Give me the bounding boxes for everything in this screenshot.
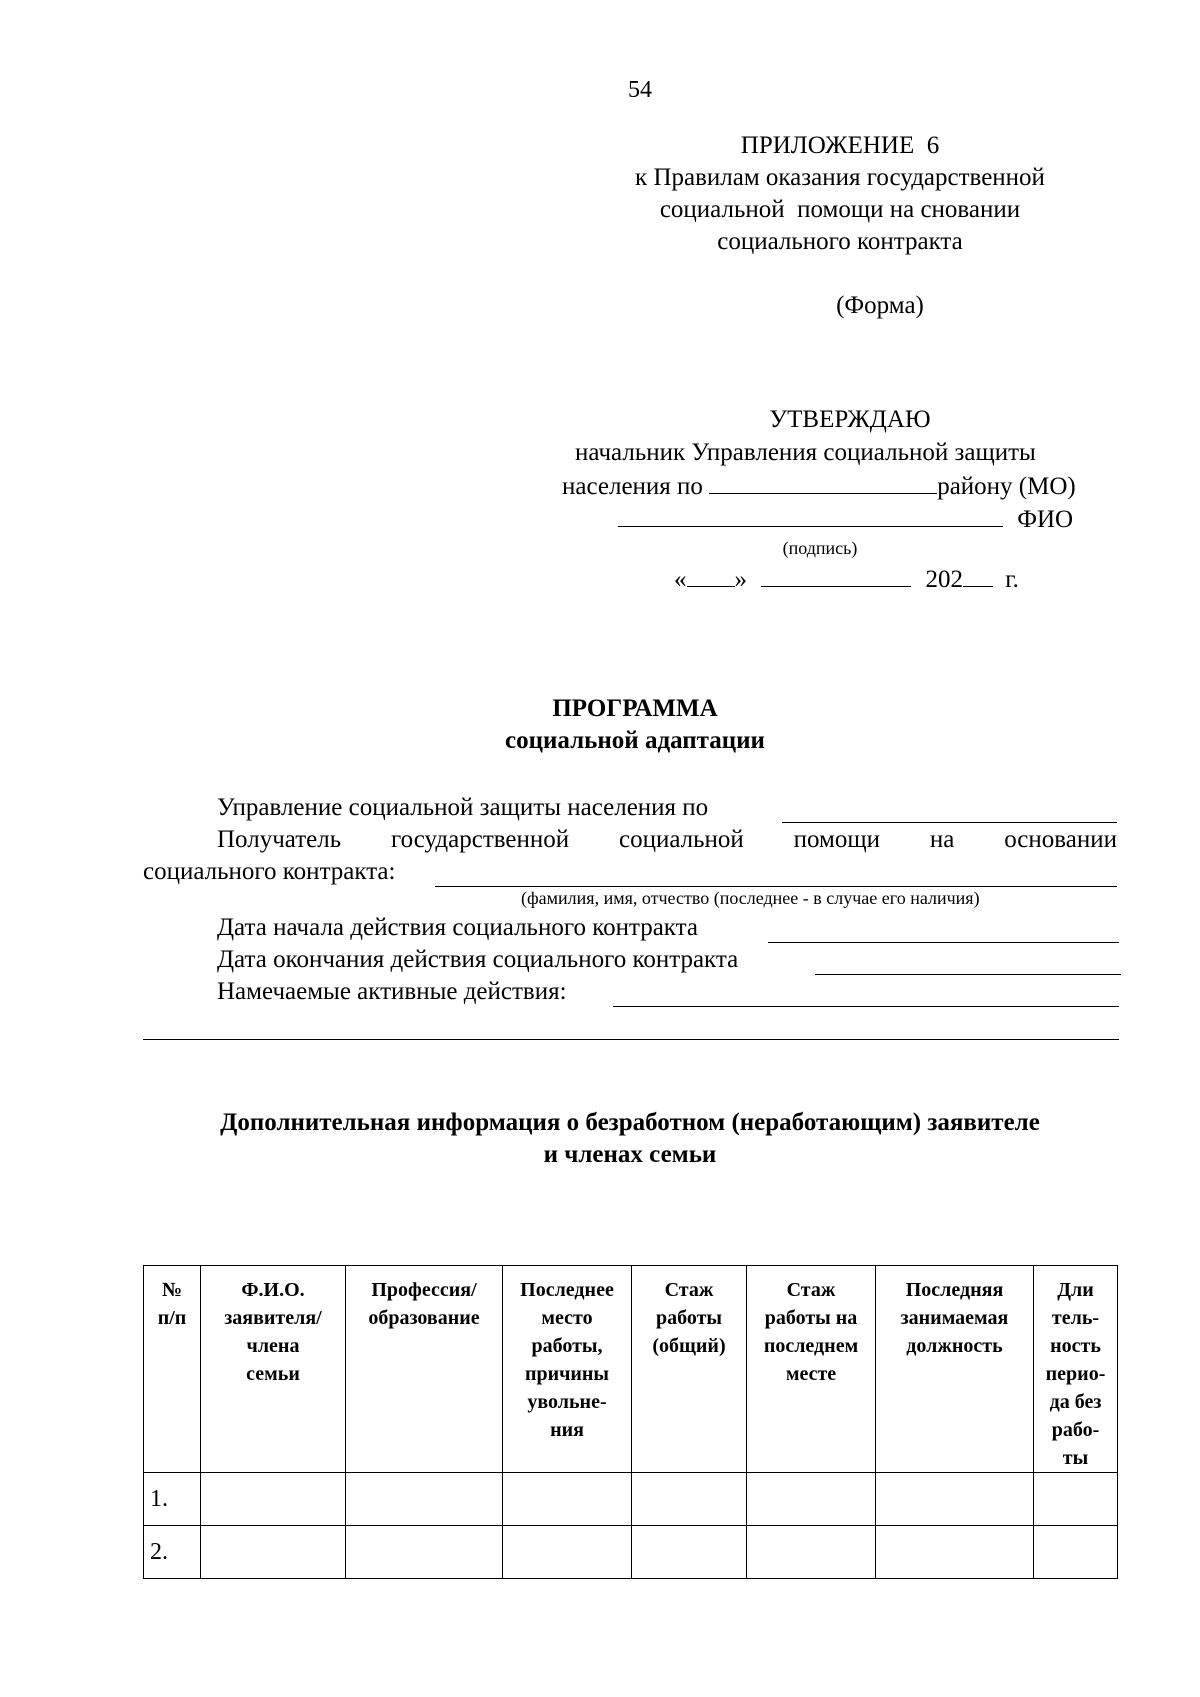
start-date-label: Дата начала действия социального контракта xyxy=(217,914,698,941)
additional-info-title-line-1: Дополнительная информация о безработном (неработающим) заявителе xyxy=(220,1109,1040,1136)
signature-blank[interactable] xyxy=(618,502,1003,527)
date-open-quote: « xyxy=(674,566,687,593)
table-cell[interactable] xyxy=(346,1473,503,1526)
table-cell[interactable] xyxy=(632,1526,747,1579)
appendix-title: ПРИЛОЖЕНИЕ 6 xyxy=(740,132,940,159)
signature-caption: (подпись) xyxy=(782,538,858,558)
table-cell[interactable] xyxy=(503,1526,632,1579)
district-blank[interactable] xyxy=(709,469,937,494)
column-header-last-position: Последняя занимаемая должность xyxy=(876,1266,1034,1473)
planned-actions-label: Намечаемые активные действия: xyxy=(217,978,567,1005)
column-header-fio: Ф.И.О. заявителя/ члена семьи xyxy=(201,1266,346,1473)
recipient-word-1: Получатель xyxy=(217,826,342,853)
end-date-label: Дата окончания действия социального контракта xyxy=(217,946,739,973)
page-number: 54 xyxy=(628,77,652,103)
date-year: 202 xyxy=(925,566,963,593)
table-cell[interactable] xyxy=(201,1526,346,1579)
approval-fio-line xyxy=(618,502,1073,536)
recipient-word-2: государственной xyxy=(390,826,570,853)
table-cell[interactable] xyxy=(632,1473,747,1526)
recipient-label-line-2: социального контракта: xyxy=(143,858,396,885)
approval-line-2 xyxy=(562,469,1076,503)
date-day-blank[interactable] xyxy=(687,562,735,587)
date-month-blank[interactable] xyxy=(761,562,911,587)
table-cell[interactable] xyxy=(201,1473,346,1526)
table-cell[interactable] xyxy=(747,1526,876,1579)
table-cell[interactable] xyxy=(747,1473,876,1526)
date-close-quote: » xyxy=(734,566,747,593)
approval-title: УТВЕРЖДАЮ xyxy=(769,406,931,433)
department-label: Управление социальной защиты населения по xyxy=(217,794,709,821)
table-cell[interactable] xyxy=(1034,1473,1118,1526)
column-header-profession: Профессия/ образование xyxy=(346,1266,503,1473)
start-date-blank[interactable] xyxy=(768,942,1119,943)
approval-line-2-prefix: населения по xyxy=(562,473,710,500)
recipient-word-5: на xyxy=(929,826,955,853)
planned-actions-blank[interactable] xyxy=(613,1006,1119,1007)
additional-info-title-line-2: и членах семьи xyxy=(543,1141,717,1168)
table-cell[interactable] xyxy=(876,1473,1034,1526)
table-cell[interactable] xyxy=(1034,1526,1118,1579)
column-header-unemployment-duration: Дли тель- ность перио- да без рабо- ты xyxy=(1034,1266,1118,1473)
column-header-last-workplace: Последнее место работы, причины увольне- ния xyxy=(503,1266,632,1473)
approval-line-1: начальник Управления социальной защиты xyxy=(575,439,1036,466)
table-cell[interactable] xyxy=(346,1526,503,1579)
table-row xyxy=(144,1473,1118,1526)
program-title: ПРОГРАММА xyxy=(552,695,718,722)
recipient-caption: (фамилия, имя, отчество (последнее - в случае его наличия) xyxy=(521,888,980,908)
table-header-row xyxy=(144,1266,1118,1473)
date-suffix: г. xyxy=(1005,566,1019,593)
recipient-word-6: основании xyxy=(1004,826,1117,853)
date-year-blank[interactable] xyxy=(963,562,993,587)
table-cell[interactable] xyxy=(876,1526,1034,1579)
planned-actions-blank-2[interactable] xyxy=(143,1039,1119,1040)
table-row xyxy=(144,1526,1118,1579)
program-subtitle: социальной адаптации xyxy=(505,727,765,754)
recipient-word-4: помощи xyxy=(793,826,881,853)
recipient-label-line-1 xyxy=(217,824,1117,856)
end-date-blank[interactable] xyxy=(815,974,1121,975)
recipient-word-3: социальной xyxy=(619,826,744,853)
approval-date-line xyxy=(674,562,1019,596)
department-blank[interactable] xyxy=(782,822,1117,823)
column-header-total-experience: Стаж работы (общий) xyxy=(632,1266,747,1473)
table-cell-number: 2. xyxy=(144,1526,201,1579)
appendix-line-2: социальной помощи на сновании xyxy=(659,196,1021,223)
appendix-line-3: социального контракта xyxy=(717,228,963,255)
fio-label: ФИО xyxy=(1017,506,1074,533)
table-cell-number: 1. xyxy=(144,1473,201,1526)
column-header-last-place-experience: Стаж работы на последнем месте xyxy=(747,1266,876,1473)
form-label: (Форма) xyxy=(836,292,924,319)
appendix-line-1: к Правилам оказания государственной xyxy=(635,164,1045,191)
approval-line-2-suffix: району (МО) xyxy=(937,473,1076,500)
family-info-table xyxy=(143,1265,1118,1579)
column-header-number: № п/п xyxy=(144,1266,201,1473)
table-cell[interactable] xyxy=(503,1473,632,1526)
